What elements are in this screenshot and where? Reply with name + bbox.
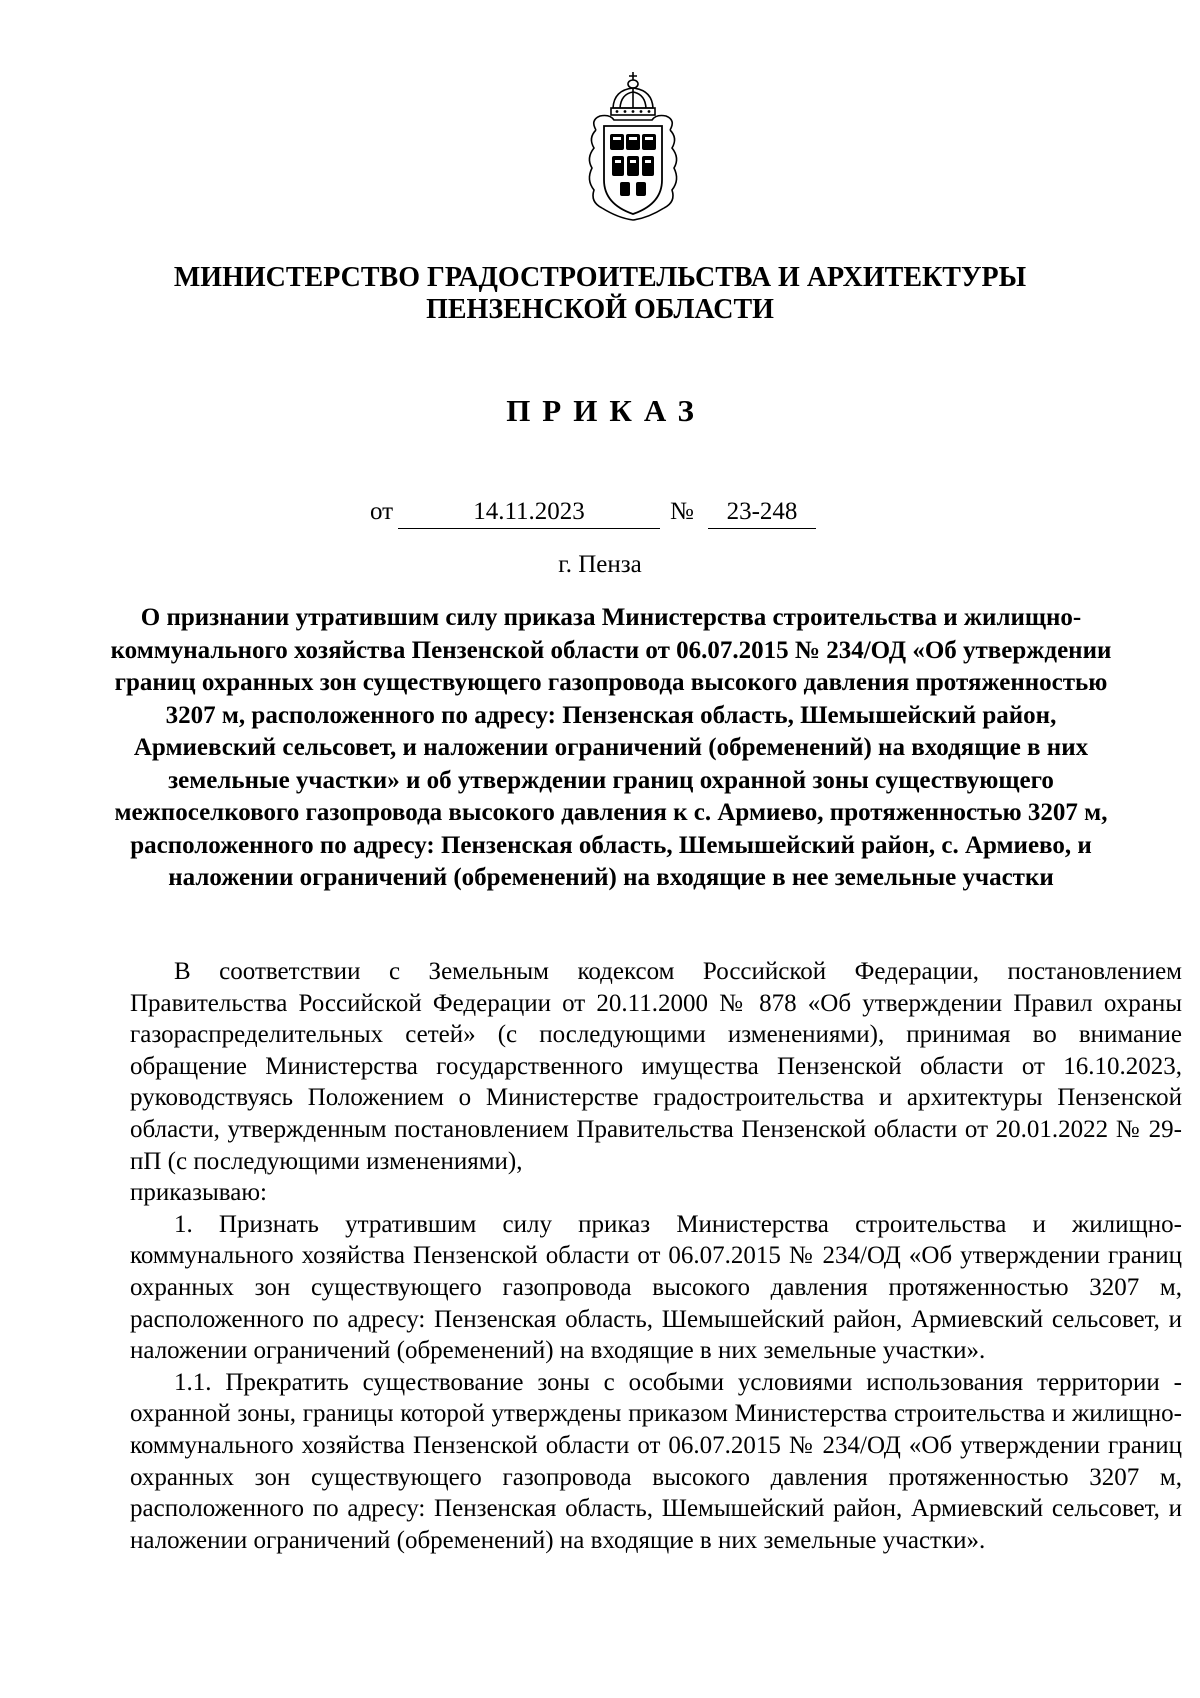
- coat-of-arms-icon: [578, 68, 688, 226]
- ministry-name-line2: ПЕНЗЕНСКОЙ ОБЛАСТИ: [426, 294, 774, 325]
- ministry-name: [0, 262, 1200, 326]
- number-prefix: №: [670, 498, 694, 525]
- document-date: 14.11.2023: [398, 498, 660, 529]
- document-body: [130, 956, 1182, 1556]
- document-type: ПРИКАЗ: [506, 393, 706, 428]
- order-word: приказываю:: [130, 1179, 267, 1207]
- date-prefix: от: [370, 498, 394, 525]
- city: г. Пенза: [558, 551, 642, 578]
- document-subject: О признании утратившим силу приказа Министерства строительства и жилищно-коммунального хозяйства Пензенской области от 06.07.2015 № 234/ОД «Об утверждении границ охранных зон существующего газопровода высокого давления протяженностью 3207 м, расположенного по адресу: Пензенская область, Шемышейский район, Армиевский сельсовет, и наложении ограничений (обременений) на входящие в них земельные участки» и об утверждении границ охранной зоны существующего межпоселкового газопровода высокого давления к с. Армиево, протяженностью 3207 м, расположенного по адресу: Пензенская область, Шемышейский район, с. Армиево, и наложении ограничений (обременений) на входящие в нее земельные участки: [110, 604, 1112, 891]
- ministry-name-line1: МИНИСТЕРСТВО ГРАДОСТРОИТЕЛЬСТВА И АРХИТЕКТУРЫ: [173, 262, 1027, 293]
- item-1-1-paragraph: 1.1. Прекратить существование зоны с особыми условиями использования территории - охранной зоны, границы которой утверждены приказом Министерства строительства и жилищно-коммунального хозяйства Пензенской области от 06.07.2015 № 234/ОД «Об утверждении границ охранных зон существующего газопровода высокого давления протяженностью 3207 м, расположенного по адресу: Пензенская область, Шемышейский район, Армиевский сельсовет, и наложении ограничений (обременений) на входящие в них земельные участки».: [130, 1368, 1182, 1554]
- preamble-paragraph: В соответствии с Земельным кодексом Российской Федерации, постановлением Правительства Российской Федерации от 20.11.2000 № 878 «Об утверждении Правил охраны газораспределительных сетей» (с последующими изменениями), принимая во внимание обращение Министерства государственного имущества Пензенской области от 16.10.2023, руководствуясь Положением о Министерстве градостроительства и архитектуры Пензенской области, утвержденным постановлением Правительства Пензенской области от 20.01.2022 № 29-пП (с последующими изменениями),: [130, 958, 1182, 1175]
- document-number: 23-248: [708, 498, 816, 529]
- item-1-paragraph: 1. Признать утратившим силу приказ Министерства строительства и жилищно-коммунального хозяйства Пензенской области от 06.07.2015 № 234/ОД «Об утверждении границ охранных зон существующего газопровода высокого давления протяженностью 3207 м, расположенного по адресу: Пензенская область, Шемышейский район, Армиевский сельсовет, и наложении ограничений (обременений) на входящие в них земельные участки».: [130, 1210, 1182, 1365]
